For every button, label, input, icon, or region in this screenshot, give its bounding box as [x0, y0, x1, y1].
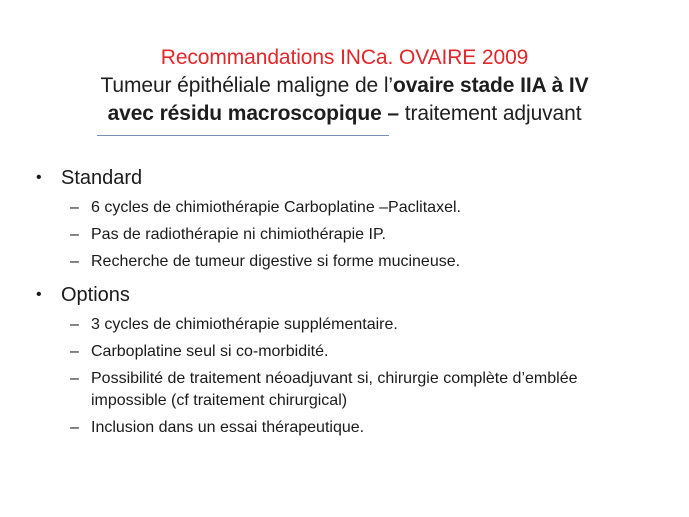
- section-standard: [36, 165, 666, 273]
- list-item-text: 3 cycles de chimiothérapie supplémentaire.: [91, 316, 398, 333]
- list-item: [70, 224, 666, 246]
- list-item: [70, 197, 666, 219]
- section-heading: [36, 165, 666, 193]
- dash-icon: –: [70, 199, 79, 216]
- list-item: [70, 341, 666, 363]
- dash-icon: –: [70, 226, 79, 243]
- title-line-2-bold: ovaire stade IIA à IV: [392, 74, 589, 97]
- bullet-icon: •: [36, 286, 42, 303]
- list-item-text: Recherche de tumeur digestive si forme mucineuse.: [91, 253, 461, 270]
- list-item-text: Pas de radiothérapie ni chimiothérapie IP.: [91, 226, 386, 243]
- list-item-text: Possibilité de traitement néoadjuvant si, chirurgie complète d’emblée: [91, 370, 578, 387]
- list-item-text: 6 cycles de chimiothérapie Carboplatine –Paclitaxel.: [91, 199, 461, 216]
- bullet-icon: •: [36, 169, 42, 186]
- title-line-3-suffix: traitement adjuvant: [399, 102, 582, 125]
- dash-icon: –: [70, 419, 79, 436]
- dash-icon: –: [70, 253, 79, 270]
- slide-title: [0, 44, 689, 128]
- slide-content: [36, 165, 666, 444]
- title-underline: [97, 135, 389, 136]
- list-item-text-continued: impossible (cf traitement chirurgical): [91, 392, 348, 409]
- list-item: [70, 314, 666, 336]
- title-line-2: [0, 72, 689, 100]
- section-heading-text: Options: [61, 284, 130, 306]
- section-options: [36, 282, 666, 439]
- dash-icon: –: [70, 343, 79, 360]
- list-item: [70, 368, 666, 412]
- list-item: [70, 251, 666, 273]
- sub-list: [36, 197, 666, 273]
- section-heading: [36, 282, 666, 310]
- title-line-1: Recommandations INCa. OVAIRE 2009: [160, 46, 529, 69]
- list-item: [70, 417, 666, 439]
- sub-list: [36, 314, 666, 439]
- title-line-2-prefix: Tumeur épithéliale maligne de l’: [100, 74, 393, 97]
- section-heading-text: Standard: [61, 167, 143, 189]
- title-line-3-bold: avec résidu macroscopique –: [107, 102, 399, 125]
- dash-icon: –: [70, 316, 79, 333]
- list-item-text: Inclusion dans un essai thérapeutique.: [91, 419, 365, 436]
- dash-icon: –: [70, 370, 79, 387]
- title-line-3: [0, 100, 689, 128]
- list-item-text: Carboplatine seul si co-morbidité.: [91, 343, 329, 360]
